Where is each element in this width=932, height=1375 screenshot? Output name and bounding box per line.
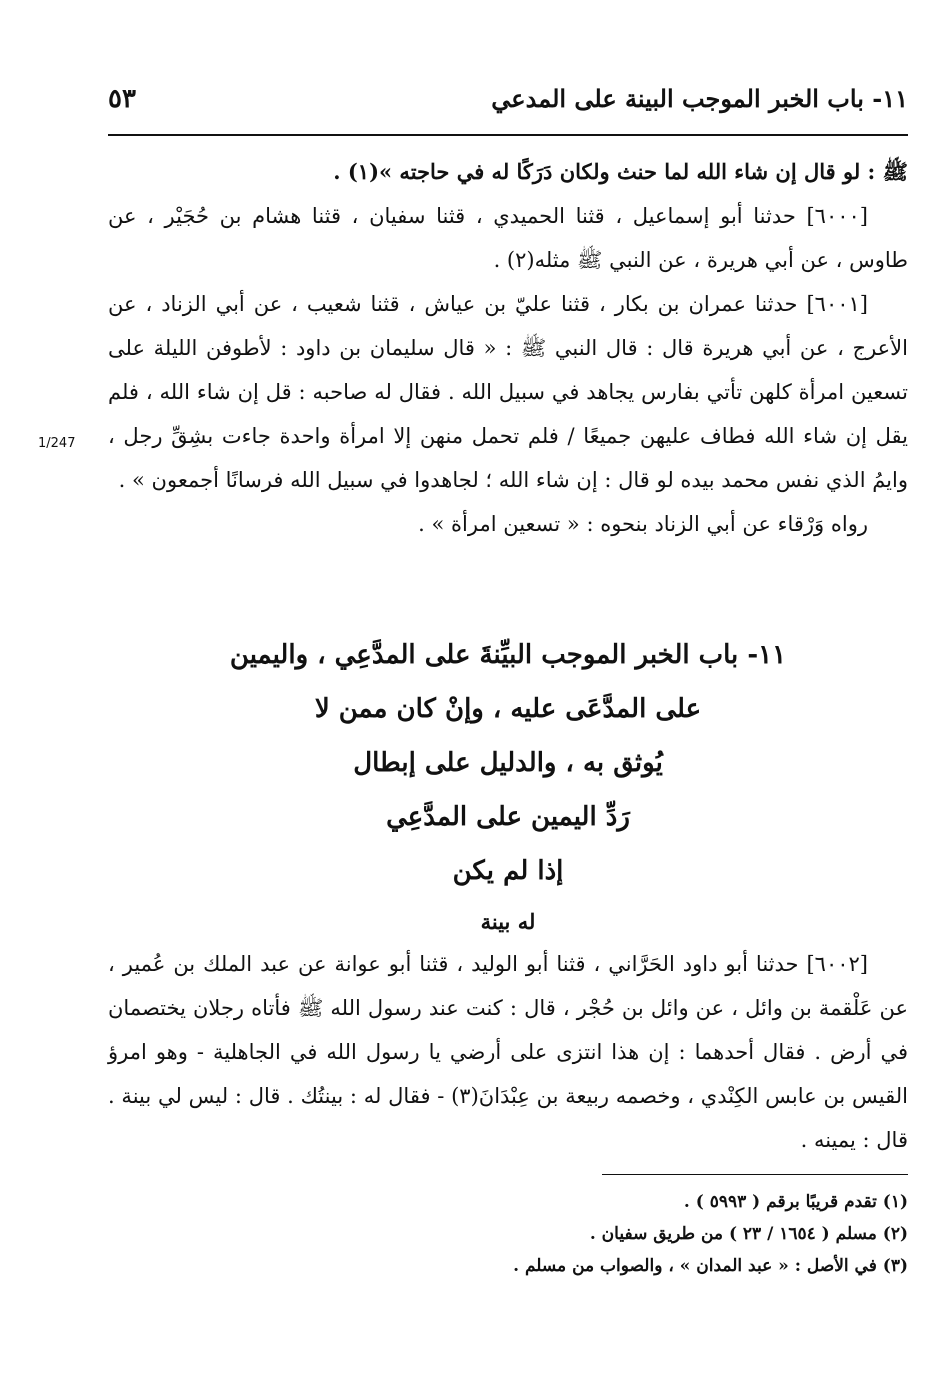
footnote: (١) تقدم قريبًا برقم ( ٥٩٩٣ ) . bbox=[683, 1192, 908, 1212]
paragraph-continuation: ﷺ : لو قال إن شاء الله لما حنث ولكان دَرَكًا له في حاجته »(١) . bbox=[333, 159, 908, 184]
heading-line: يُوثق به ، والدليل على إبطال bbox=[353, 748, 663, 778]
section-heading bbox=[108, 628, 908, 946]
main-text bbox=[108, 150, 908, 546]
running-header bbox=[108, 78, 908, 128]
footnote: (٣) في الأصل : « عبد المدان » ، والصواب من مسلم . bbox=[513, 1256, 908, 1276]
margin-folio-note: 1/247 bbox=[38, 436, 76, 451]
heading-line: على المدَّعَى عليه ، وإنْ كان ممن لا bbox=[314, 694, 702, 724]
paragraph-riwaya: رواه وَرْقاء عن أبي الزناد بنحوه : « تسعين امرأة » . bbox=[418, 512, 868, 536]
heading-line: ١١- باب الخبر الموجب البيِّنةَ على المدَّعِي ، واليمين bbox=[229, 640, 787, 670]
chapter-title: ١١- باب الخبر الموجب البينة على المدعي bbox=[491, 84, 908, 113]
heading-line: رَدِّ اليمين على المدَّعِي bbox=[386, 802, 630, 832]
paragraph-6002: [٦٠٠٢] حدثنا أبو داود الحَرَّاني ، قثنا أبو الوليد ، قثنا أبو عوانة عن عبد الملك بن عُمير ، عن عَلْقمة بن وائل ، عن وائل بن حُجْر ، قال : كنت عند رسول الله ﷺ فأتاه رجلان يختصمان في أرض . فقال أحدهما : إن هذا انتزى على أرضي يا رسول الله في الجاهلية - وهو امرؤ القيس بن عابس الكِنْدي ، وخصمه ربيعة بن عِبْدَانَ(٣) - فقال له : بينتُك . قال : ليس لي بينة . قال : يمينه . bbox=[108, 952, 909, 1152]
heading-line: إذا لم يكن bbox=[452, 856, 564, 886]
footnote-rule bbox=[602, 1174, 908, 1175]
paragraph-6000: [٦٠٠٠] حدثنا أبو إسماعيل ، قثنا الحميدي ، قثنا سفيان ، قثنا هشام بن حُجَيْر ، عن طاوس ، عن أبي هريرة ، عن النبي ﷺ مثله(٢) . bbox=[108, 204, 908, 272]
footnotes bbox=[108, 1186, 908, 1282]
main-text-continued bbox=[108, 942, 908, 1162]
footnote: (٢) مسلم ( ١٦٥٤ / ٢٣ ) من طريق سفيان . bbox=[589, 1224, 908, 1244]
heading-line: له بينة bbox=[480, 909, 536, 934]
page-number: ٥٣ bbox=[108, 84, 136, 114]
header-rule bbox=[108, 134, 908, 136]
paragraph-6001: [٦٠٠١] حدثنا عمران بن بكار ، قثنا عليّ بن عياش ، قثنا شعيب ، عن أبي الزناد ، عن الأعرج ، عن أبي هريرة قال : قال النبي ﷺ : « قال سليمان بن داود : لأطوفن الليلة على تسعين امرأة كلهن تأتي بفارس يجاهد في سبيل الله . فقال له صاحبه : قل إن شاء الله ، فلم يقل إن شاء الله فطاف عليهن جميعًا / فلم تحمل منهن إلا امرأة واحدة جاءت بشِقِّ رجل ، وايمُ الذي نفس محمد بيده لو قال : إن شاء الله ؛ لجاهدوا في سبيل الله فرسانًا أجمعون » . bbox=[108, 292, 908, 492]
